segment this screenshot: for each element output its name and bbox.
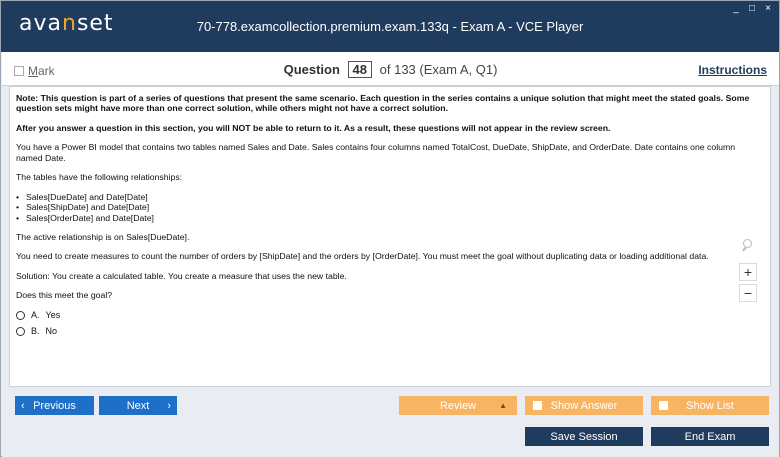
relationships-intro: The tables have the following relationships: (16, 172, 183, 183)
logo-text-accent: n (61, 11, 77, 36)
show-list-label: Show List (686, 399, 734, 412)
zoom-out-button[interactable]: − (739, 284, 757, 302)
list-item: • Sales[OrderDate] and Date[Date] (16, 213, 764, 223)
warning-text: After you answer a question in this section, you will NOT be able to return to it. As a result, these questions will not appear in the review screen. (16, 122, 611, 133)
save-session-button[interactable] (525, 427, 643, 446)
triangle-up-icon: ▲ (499, 401, 507, 410)
mark-label-first: M (28, 64, 38, 78)
answer-option-a[interactable] (16, 310, 764, 321)
answer-text: Yes (45, 309, 61, 320)
relationships-list (16, 192, 764, 223)
previous-label: Previous (33, 399, 76, 412)
answer-letter: A. (31, 309, 40, 320)
save-session-label: Save Session (550, 430, 618, 443)
previous-button[interactable] (15, 396, 94, 415)
chevron-right-icon: › (167, 399, 171, 412)
mark-label-rest: ark (38, 64, 55, 78)
bottom-toolbar (2, 387, 779, 457)
review-button[interactable] (399, 396, 517, 415)
end-exam-button[interactable] (651, 427, 769, 446)
end-exam-label: End Exam (684, 430, 736, 443)
close-icon[interactable]: × (765, 2, 771, 14)
active-relationship-text: The active relationship is on Sales[DueDate]. (16, 231, 190, 242)
chevron-left-icon: ‹ (21, 399, 25, 412)
radio-icon[interactable] (16, 327, 25, 336)
question-label: Question (283, 62, 340, 77)
answer-text: No (45, 326, 58, 337)
question-total: of 133 (Exam A, Q1) (379, 62, 498, 77)
next-label: Next (126, 399, 150, 412)
maximize-icon[interactable]: □ (748, 2, 756, 14)
answer-options (16, 310, 764, 338)
zoom-in-button[interactable]: + (739, 263, 757, 281)
checkbox-icon[interactable] (533, 401, 542, 410)
show-answer-label: Show Answer (550, 399, 618, 412)
list-item: • Sales[ShipDate] and Date[Date] (16, 202, 764, 212)
show-answer-button[interactable] (525, 396, 643, 415)
search-icon (741, 239, 755, 253)
instructions-link[interactable]: Instructions (698, 63, 767, 77)
zoom-controls (739, 239, 757, 305)
radio-icon[interactable] (16, 311, 25, 320)
next-button[interactable] (99, 396, 177, 415)
question-number-input[interactable]: 48 (348, 61, 372, 78)
answer-letter: B. (31, 326, 40, 337)
minimize-icon[interactable]: _ (733, 2, 739, 14)
question-content (9, 86, 771, 387)
title-bar (1, 1, 779, 52)
checkbox-icon[interactable] (659, 401, 668, 410)
review-label: Review (439, 399, 477, 412)
note-text: Note: This question is part of a series of questions that present the same scenario. Each question in the series contains a unique solution that might meet the stated goals. Some question sets might have more than one correct solution, while others might not have a correct solution. (16, 93, 750, 114)
question-header (2, 52, 779, 86)
list-item: • Sales[DueDate] and Date[Date] (16, 192, 764, 202)
prompt-text: Does this meet the goal? (16, 290, 113, 301)
requirement-text: You need to create measures to count the number of orders by [ShipDate] and the orders by [OrderDate]. You must meet the goal without duplicating data or loading additional data. (16, 251, 709, 262)
solution-text: Solution: You create a calculated table. You create a measure that uses the new table. (16, 270, 347, 281)
logo-text-post: set (76, 11, 114, 36)
answer-option-b[interactable] (16, 326, 764, 337)
logo-text-pre: ava (19, 11, 62, 36)
window-title: 70-778.examcollection.premium.exam.133q - Exam A - VCE Player (196, 19, 584, 34)
window-controls (731, 3, 773, 13)
show-list-button[interactable] (651, 396, 769, 415)
scenario-text: You have a Power BI model that contains two tables named Sales and Date. Sales contains four columns named TotalCost, DueDate, ShipDate, and OrderDate. Date contains one column named Date. (16, 142, 736, 163)
question-indicator (2, 61, 779, 78)
